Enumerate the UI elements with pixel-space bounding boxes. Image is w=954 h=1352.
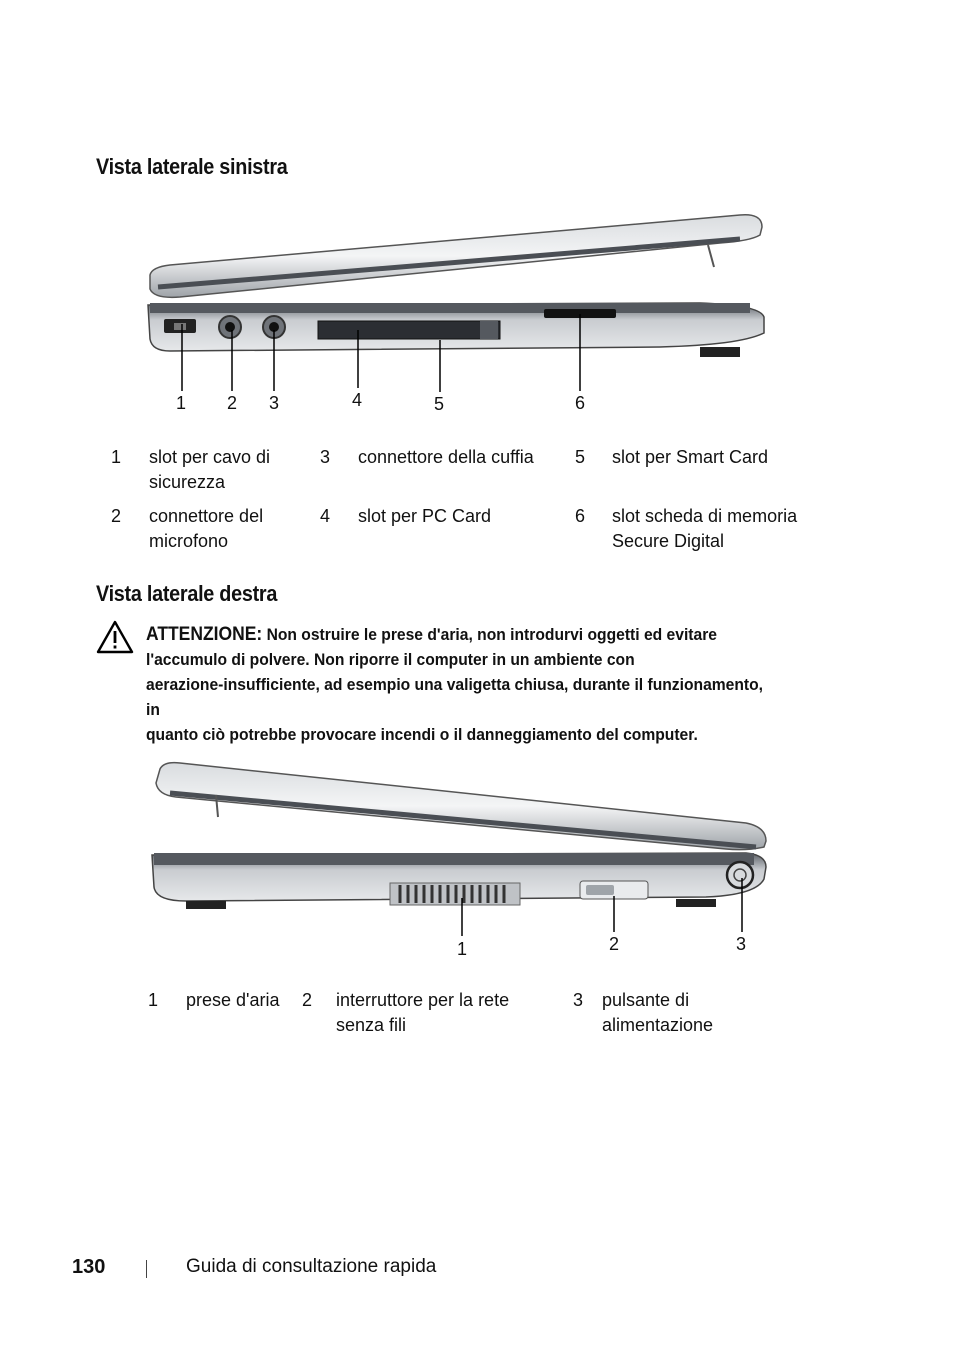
legend-text: slot per PC Card [358, 506, 492, 526]
warning-triangle-icon [96, 620, 134, 654]
legend-text: Secure Digital [612, 531, 725, 551]
caution-line: aerazione-insufficiente, ad esempio una valigetta chiusa, durante il funzionamento, in [146, 675, 764, 719]
caution-line: quanto ciò potrebbe provocare incendi o il danneggiamento del computer. [146, 725, 698, 744]
legend-text: connettore della cuffia [358, 447, 534, 467]
caution-line: l'accumulo di polvere. Non riporre il computer in un ambiente con [146, 650, 635, 669]
caution-label: ATTENZIONE: [146, 624, 263, 645]
callout-number: 5 [433, 394, 445, 414]
legend-text: slot scheda di memoria [612, 506, 798, 526]
legend-text: prese d'aria [186, 990, 280, 1010]
legend-text: sicurezza [149, 472, 226, 492]
legend-number: 5 [575, 447, 586, 467]
legend-text: slot per Smart Card [612, 447, 769, 467]
right-view-callout-lines [0, 860, 954, 940]
page-number: 130 [72, 1256, 106, 1278]
legend-text: alimentazione [602, 1015, 714, 1035]
caution-text [146, 622, 772, 747]
callout-number: 4 [351, 390, 363, 410]
callout-number: 2 [226, 393, 238, 413]
legend-text: pulsante di [602, 990, 690, 1010]
legend-number: 2 [111, 506, 122, 526]
legend-text: senza fili [336, 1015, 407, 1035]
legend-number: 3 [320, 447, 331, 467]
callout-number: 3 [735, 934, 747, 954]
legend-number: 1 [148, 990, 159, 1010]
callout-number: 2 [608, 934, 620, 954]
footer-document-title: Guida di consultazione rapida [186, 1256, 437, 1277]
legend-number: 6 [575, 506, 586, 526]
callout-number: 1 [456, 939, 468, 959]
callout-number: 1 [175, 393, 187, 413]
section-heading-left-view: Vista laterale sinistra [96, 154, 288, 179]
callout-number: 6 [574, 393, 586, 413]
legend-number: 4 [320, 506, 331, 526]
callout-number: 3 [268, 393, 280, 413]
legend-number: 3 [573, 990, 584, 1010]
caution-line: Non ostruire le prese d'aria, non introdurvi oggetti ed evitare [266, 625, 717, 644]
legend-number: 1 [111, 447, 122, 467]
left-view-callout-lines [0, 0, 954, 420]
legend-number: 2 [302, 990, 313, 1010]
section-heading-right-view: Vista laterale destra [96, 581, 278, 606]
legend-text: interruttore per la rete [336, 990, 510, 1010]
legend-text: connettore del [149, 506, 264, 526]
footer-divider [146, 1260, 147, 1278]
legend-text: slot per cavo di [149, 447, 271, 467]
legend-text: microfono [149, 531, 229, 551]
